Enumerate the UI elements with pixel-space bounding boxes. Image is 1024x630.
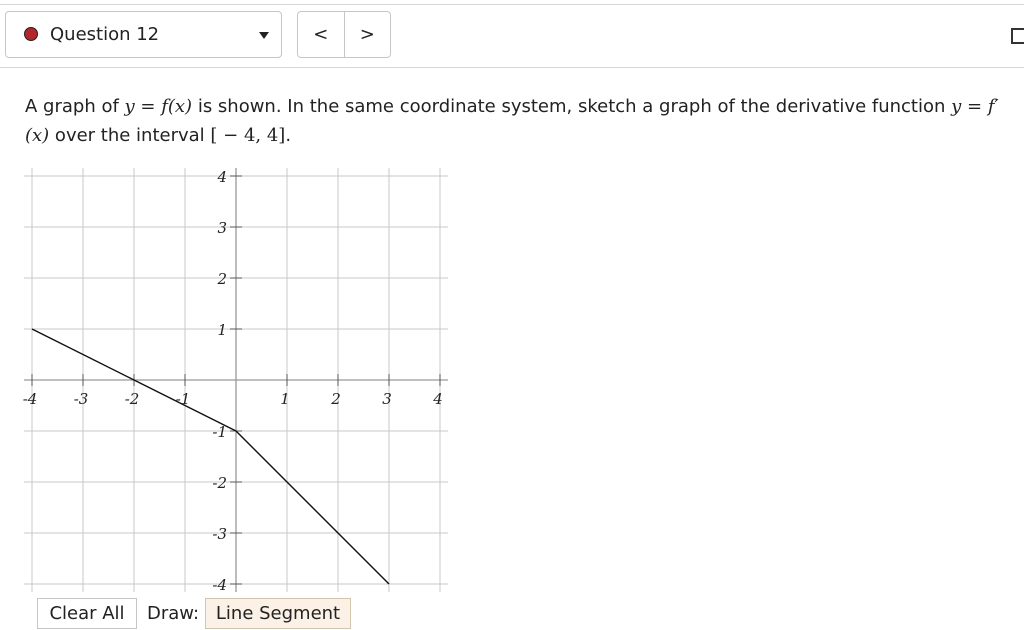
status-dot-icon: [24, 27, 38, 41]
x-tick-label: -4: [22, 390, 38, 408]
function-graph: [32, 329, 389, 584]
y-tick-label: 1: [217, 321, 227, 339]
prompt-text: .: [285, 125, 292, 146]
y-tick-label: -2: [212, 474, 227, 492]
top-border: [0, 4, 1024, 5]
x-tick-label: 3: [382, 390, 392, 408]
function-line-segment: [236, 431, 389, 584]
dropdown-caret-icon: [259, 32, 269, 39]
header-divider: [0, 67, 1024, 68]
prev-question-button[interactable]: <: [313, 24, 329, 45]
x-tick-label: -1: [175, 390, 191, 408]
x-tick-label: 4: [433, 390, 443, 408]
y-tick-label: -3: [212, 525, 227, 543]
prompt-text: over the interval: [49, 125, 211, 146]
line-segment-tool-button[interactable]: Line Segment: [205, 598, 351, 629]
prompt-math-function: y = f(x): [124, 96, 193, 117]
y-tick-label: -1: [212, 423, 227, 441]
question-prompt: [25, 92, 1005, 150]
clear-all-button[interactable]: Clear All: [37, 598, 137, 629]
next-question-button[interactable]: >: [344, 12, 391, 57]
y-tick-label: 3: [217, 219, 227, 237]
question-select[interactable]: [5, 11, 282, 58]
y-tick-label: -4: [212, 576, 227, 594]
graph-canvas[interactable]: [0, 160, 460, 596]
y-tick-label: 2: [217, 270, 227, 288]
x-tick-label: 2: [331, 390, 341, 408]
x-tick-label: -2: [124, 390, 140, 408]
x-tick-label: -3: [73, 390, 89, 408]
y-tick-label: 4: [217, 168, 227, 186]
draw-label: Draw:: [146, 603, 200, 624]
question-label: Question 12: [50, 24, 160, 45]
question-nav: [297, 11, 391, 58]
prompt-math-interval: [ − 4, 4]: [210, 125, 286, 146]
tick-labels: [23, 168, 443, 594]
prompt-math-derivative: y = f′(x): [25, 96, 999, 146]
x-tick-label: 1: [280, 390, 290, 408]
prompt-text: A graph of: [25, 96, 125, 117]
checkbox-edge-icon[interactable]: [1011, 28, 1024, 44]
prompt-text: is shown. In the same coordinate system, sketch a graph of the derivative function: [192, 96, 952, 117]
axes: [24, 168, 448, 592]
